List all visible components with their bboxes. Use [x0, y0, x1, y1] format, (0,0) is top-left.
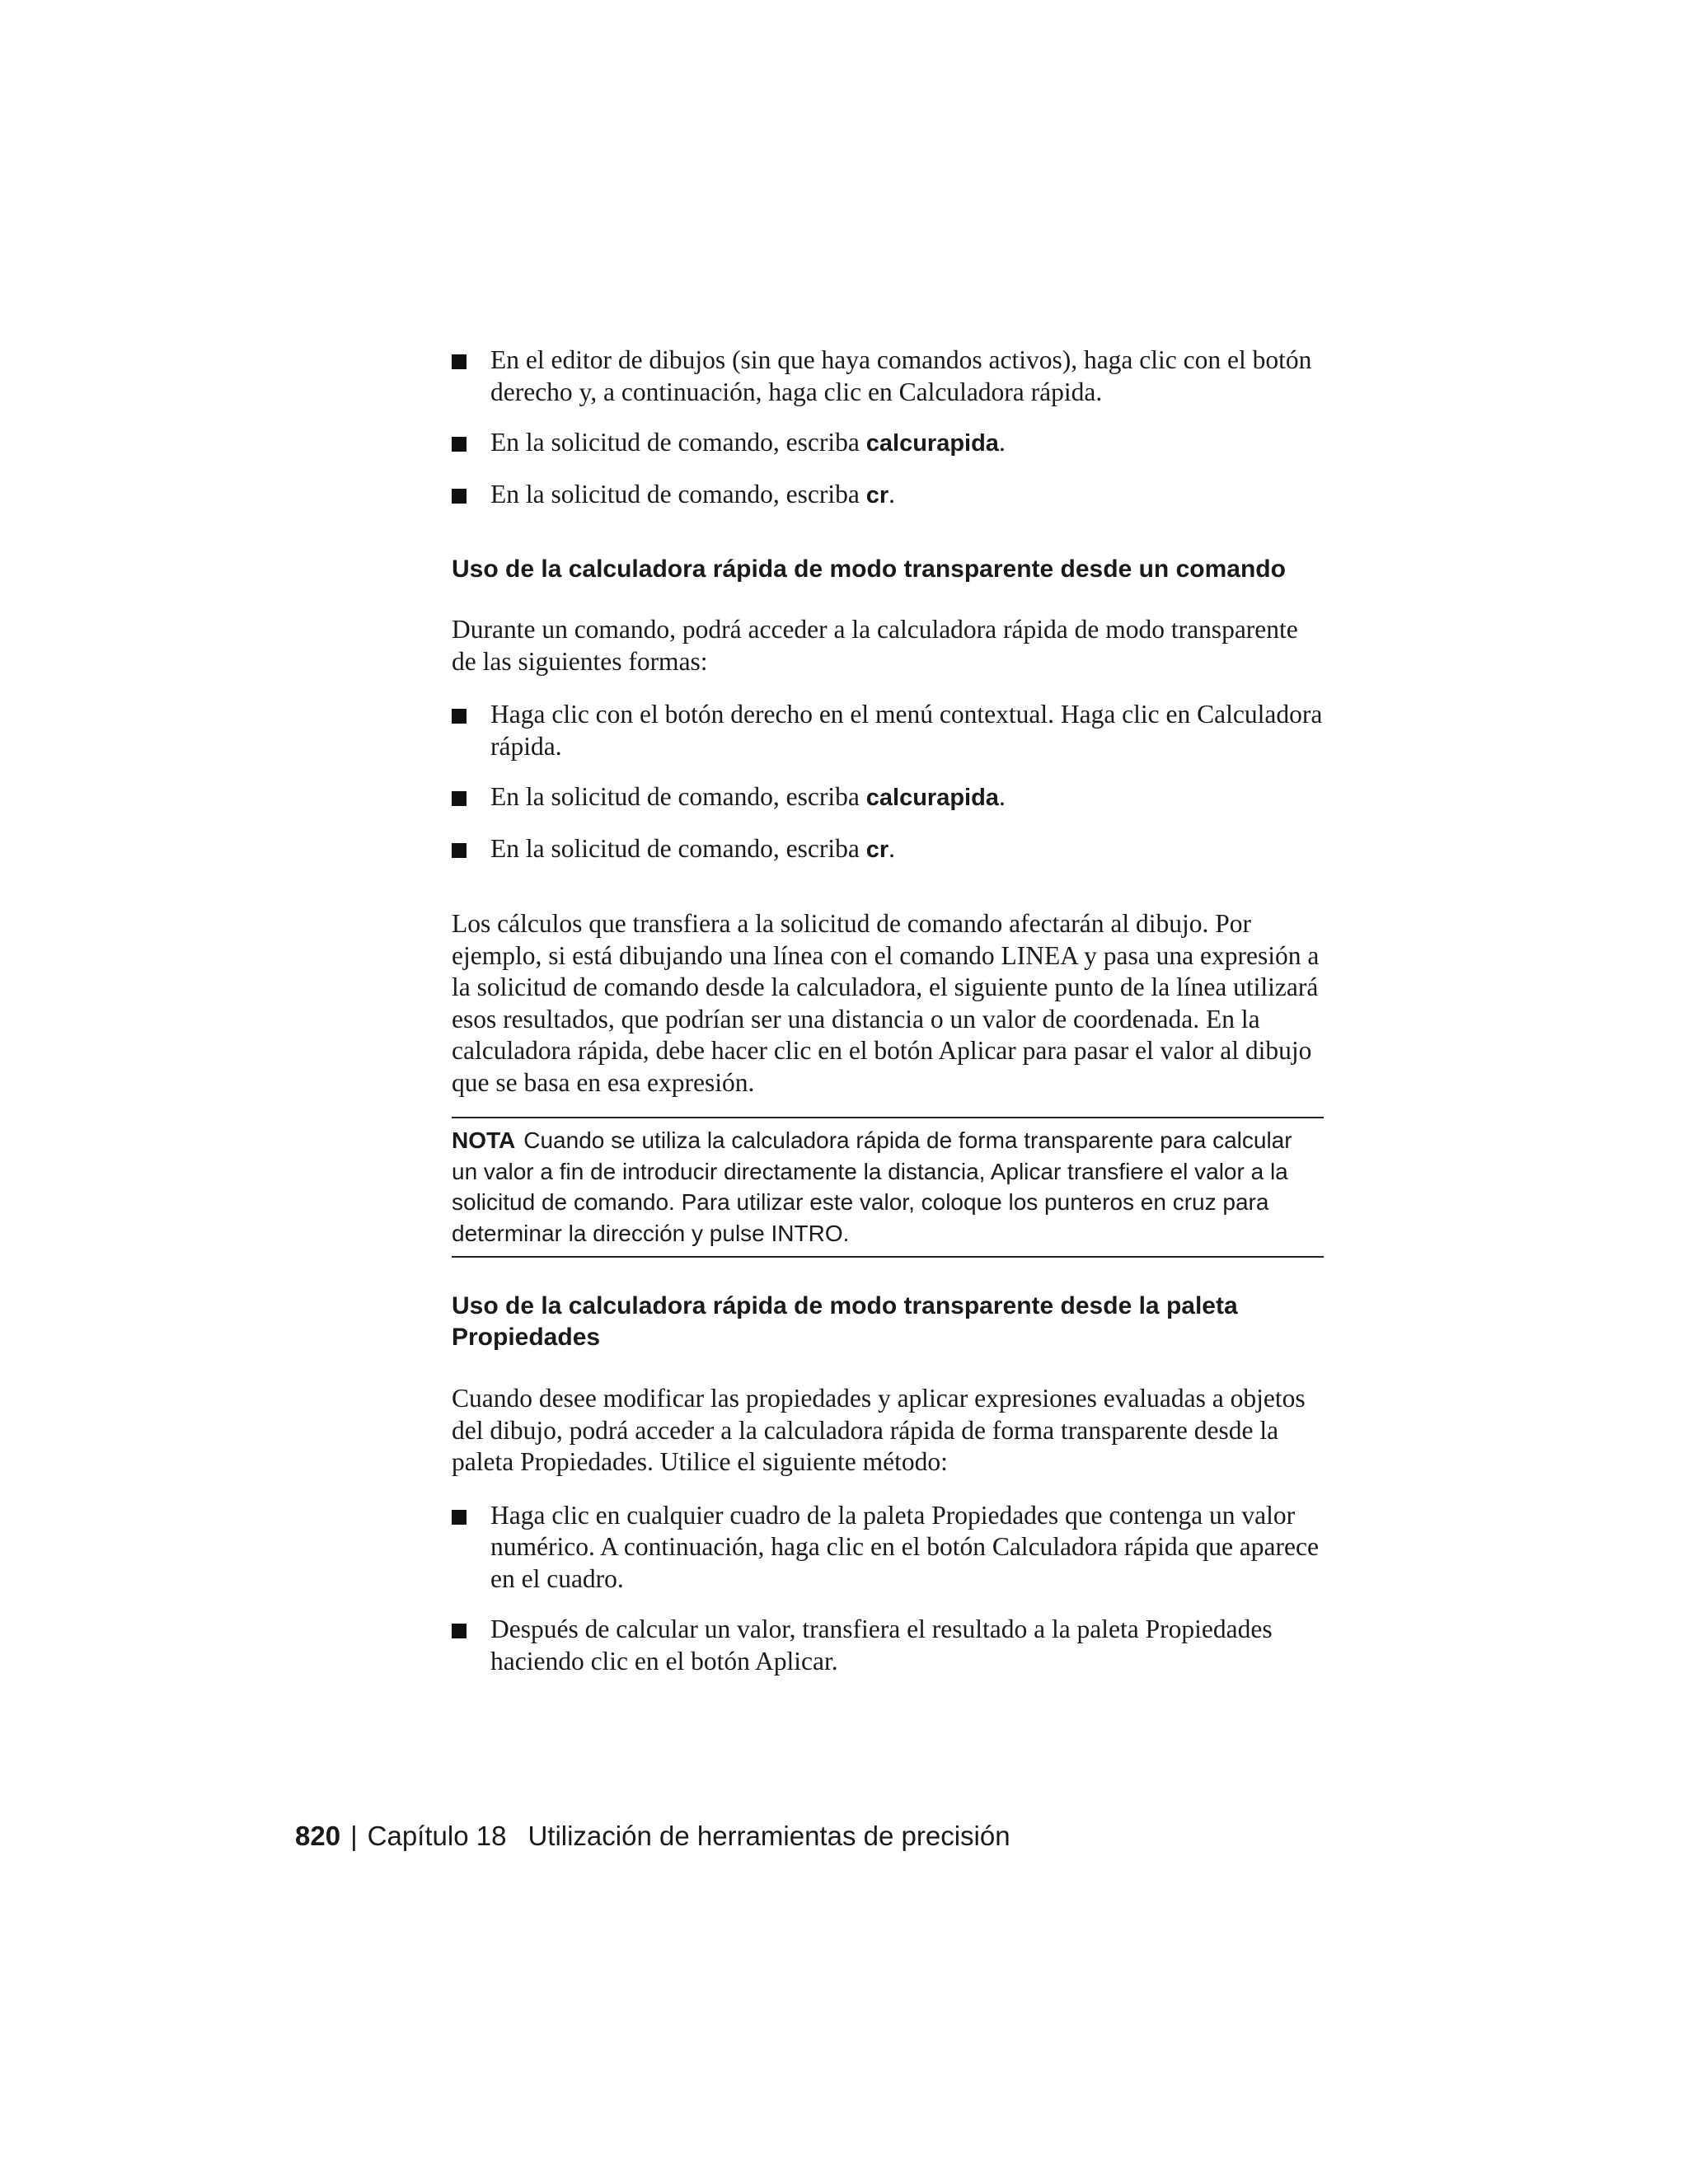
page-body: [452, 344, 1324, 1677]
list-item-text: .: [889, 833, 896, 863]
chapter-label: Capítulo 18: [367, 1821, 507, 1851]
list-item: [452, 833, 1324, 866]
bullet-square-icon: [452, 437, 467, 452]
list-item-text: .: [998, 782, 1006, 811]
page-number: 820: [295, 1821, 341, 1851]
section-heading: Uso de la calculadora rápida de modo transparente desde un comando: [452, 555, 1286, 583]
note-text: Cuando se utiliza la calculadora rápida de forma transparente para calcular un valor a fin de introducir directamente la distancia, Aplicar transfiere el valor a la solicitud de comando. Para utilizar este valor, coloque los punteros en cruz para determinar la dirección y pulse INTRO.: [452, 1127, 1292, 1246]
body-paragraph: Cuando desee modificar las propiedades y aplicar expresiones evaluadas a objetos del dibujo, podrá acceder a la calculadora rápida de forma transparente desde la paleta Propiedades. Utilice el siguiente método:: [452, 1384, 1306, 1476]
note-label: NOTA: [452, 1127, 516, 1153]
list-item: [452, 1614, 1324, 1677]
body-paragraph: Los cálculos que transfiera a la solicitud de comando afectarán al dibujo. Por ejemplo, si está dibujando una línea con el comando LINEA y pasa una expresión a la solicitud de comando desde la calculadora, el siguiente punto de la línea utilizará esos resultados, que podrían ser una distancia o un valor de coordenada. En la calculadora rápida, debe hacer clic en el botón Aplicar para pasar el valor al dibujo que se basa en esa expresión.: [452, 909, 1320, 1097]
command-name: cr: [865, 481, 889, 509]
bullet-square-icon: [452, 489, 467, 504]
bullet-square-icon: [452, 1510, 467, 1525]
list-item-text: .: [998, 428, 1006, 457]
list-item-text: En la solicitud de comando, escriba: [490, 428, 866, 457]
command-name: calcurapida: [865, 785, 999, 811]
list-item-text: En la solicitud de comando, escriba: [490, 782, 866, 811]
command-name: cr: [865, 836, 889, 863]
list-item-text: Haga clic en cualquier cuadro de la paleta Propiedades que contenga un valor numérico. A continuación, haga clic en el botón Calculadora rápida que aparece en el cuadro.: [490, 1500, 1319, 1593]
section-heading: Uso de la calculadora rápida de modo transparente desde la paleta Propiedades: [452, 1292, 1238, 1351]
list-item: [452, 781, 1324, 814]
list-item-text: Haga clic con el botón derecho en el menú contextual. Haga clic en Calculadora rápida.: [490, 700, 1323, 761]
bullet-square-icon: [452, 709, 467, 724]
chapter-title: Utilización de herramientas de precisión: [528, 1821, 1010, 1851]
command-name: calcurapida: [865, 430, 999, 457]
list-item: [452, 479, 1324, 512]
bullet-square-icon: [452, 1624, 467, 1638]
bullet-square-icon: [452, 354, 467, 369]
bullet-square-icon: [452, 791, 467, 806]
list-item: [452, 699, 1324, 762]
bullet-list-access-methods: [452, 344, 1324, 511]
bullet-square-icon: [452, 843, 467, 858]
list-item: [452, 427, 1324, 460]
list-item-text: .: [889, 479, 896, 509]
bullet-list-transparent-methods: [452, 699, 1324, 865]
list-item: [452, 1500, 1324, 1596]
list-item-text: En la solicitud de comando, escriba: [490, 479, 866, 509]
body-paragraph: Durante un comando, podrá acceder a la calculadora rápida de modo transparente de las siguientes formas:: [452, 615, 1298, 676]
footer-separator: |: [350, 1821, 358, 1851]
note-box: [452, 1117, 1324, 1258]
bullet-list-properties-method: [452, 1500, 1324, 1678]
list-item-text: En la solicitud de comando, escriba: [490, 833, 866, 863]
page-footer: [295, 1820, 1010, 1853]
list-item-text: Después de calcular un valor, transfiera el resultado a la paleta Propiedades haciendo clic en el botón Aplicar.: [490, 1615, 1273, 1675]
list-item-text: En el editor de dibujos (sin que haya comandos activos), haga clic con el botón derecho y, a continuación, haga clic en Calculadora rápida.: [490, 345, 1312, 406]
list-item: [452, 344, 1324, 408]
